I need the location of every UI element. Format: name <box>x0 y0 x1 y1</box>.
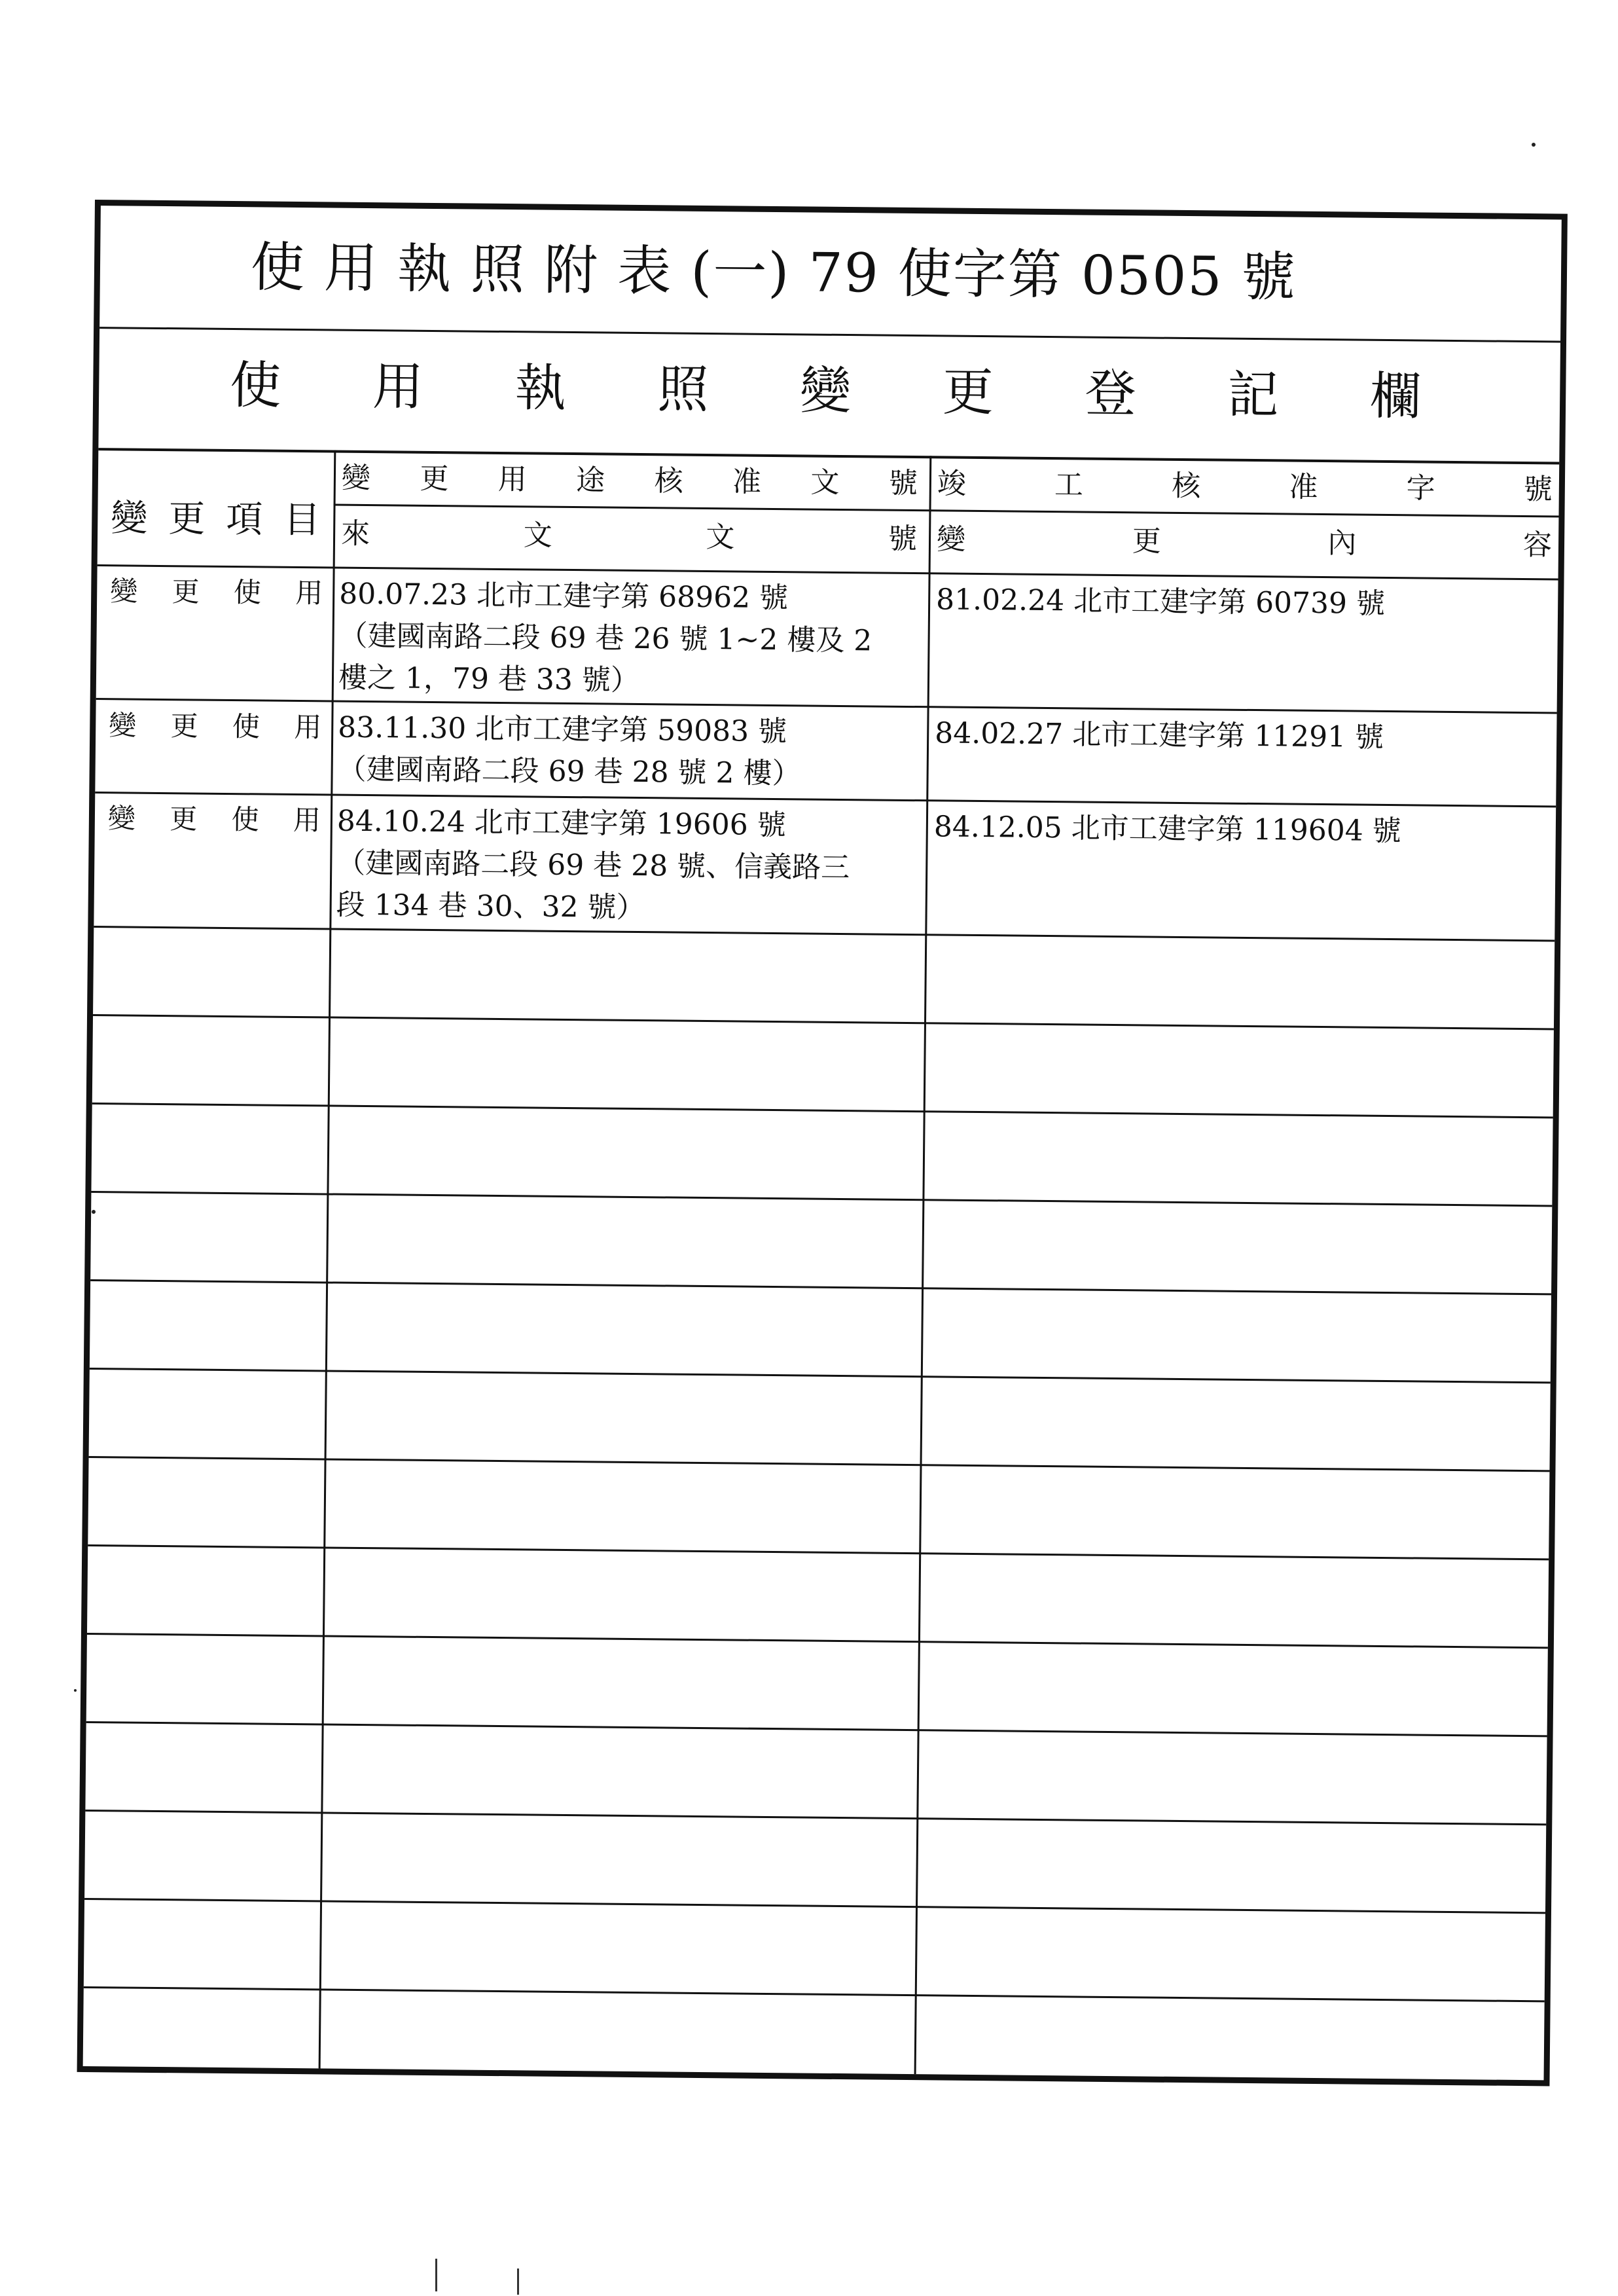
scan-edge-mark <box>435 2259 437 2291</box>
row-1-item-char: 更 <box>171 575 200 608</box>
row-3-item <box>108 803 321 836</box>
rule-empty-6 <box>89 1456 1550 1472</box>
subtitle-char: 登 <box>1085 364 1137 424</box>
header-col2-top-char: 文 <box>810 465 840 500</box>
rule-empty-3 <box>91 1191 1552 1207</box>
row-3-item-char: 使 <box>231 803 259 836</box>
subtitle-char: 更 <box>942 363 994 423</box>
rule-empty-2 <box>92 1102 1553 1118</box>
subtitle-char: 記 <box>1227 365 1279 426</box>
header-col2-top-char: 途 <box>575 464 605 498</box>
row-2-item-char: 變 <box>109 709 137 742</box>
row-1-completion <box>936 579 1385 625</box>
rule-title-bottom <box>99 327 1560 342</box>
row-3-ref-line-3: 段 134 巷 30、32 號） <box>336 888 645 925</box>
rule-subtitle-bottom <box>98 448 1559 464</box>
header-col3-top-char: 工 <box>1054 468 1084 502</box>
scan-speck <box>92 1210 96 1214</box>
row-2-item <box>109 710 321 743</box>
row-2-completion <box>935 712 1384 759</box>
subtitle-char: 執 <box>514 359 567 418</box>
form-subtitle <box>230 356 1422 426</box>
subtitle-char: 用 <box>372 357 424 417</box>
subtitle-char: 欄 <box>1369 367 1422 427</box>
row-1-item-char: 用 <box>295 576 323 610</box>
header-col2-bottom-char: 文 <box>706 520 735 555</box>
header-col2-bottom-char: 號 <box>888 522 918 556</box>
header-item-char: 項 <box>226 498 263 541</box>
rule-col-2 <box>914 456 932 2074</box>
header-col2-bottom-char: 文 <box>523 519 553 553</box>
row-2-item-char: 更 <box>170 710 198 742</box>
form-title: 使 用 執 照 附 表 (一) 79 使字第 0505 號 <box>250 236 1297 309</box>
usage-permit-change-form <box>77 200 1568 2086</box>
header-col2-bottom-char: 來 <box>340 517 370 551</box>
scan-edge-mark <box>517 2269 519 2295</box>
row-3-ref <box>336 801 850 932</box>
row-1-ref-line-3: 樓之 1，79 巷 33 號） <box>338 661 640 698</box>
row-2-ref-line-1: 83.11.30 北市工建字第 59083 號 <box>338 710 787 749</box>
header-col2-top-char: 變 <box>341 461 371 496</box>
header-item-char: 變 <box>111 497 148 540</box>
rule-col-1 <box>319 450 336 2069</box>
header-item-char: 目 <box>283 498 321 542</box>
row-3-ref-line-2: （建國南路二段 69 巷 28 號、信義路三 <box>336 846 850 885</box>
subtitle-char: 使 <box>229 355 281 416</box>
rule-empty-1 <box>93 1014 1554 1030</box>
row-3-completion <box>934 806 1401 852</box>
row-1-item <box>110 575 323 609</box>
header-col3-top-char: 核 <box>1172 469 1201 503</box>
row-3-item-char: 變 <box>107 802 136 835</box>
row-1-item-char: 使 <box>233 576 262 609</box>
header-item-char: 更 <box>168 498 206 541</box>
row-1-ref-line-2: （建國南路二段 69 巷 26 號 1~2 樓及 2 <box>338 619 872 658</box>
header-col2-top-char: 准 <box>732 465 762 499</box>
scan-speck <box>1532 143 1536 147</box>
row-1-completion-text: 81.02.24 北市工建字第 60739 號 <box>935 583 1386 621</box>
header-change-item <box>111 499 321 540</box>
rule-empty-8 <box>87 1633 1548 1649</box>
rule-empty-10 <box>85 1810 1546 1825</box>
header-col2-top-char: 用 <box>497 462 528 497</box>
row-2-item-char: 使 <box>232 710 261 743</box>
row-2-completion-text: 84.02.27 北市工建字第 11291 號 <box>934 716 1384 754</box>
row-2-ref-line-2: （建國南路二段 69 巷 28 號 2 樓） <box>337 752 801 791</box>
row-3-ref-line-1: 84.10.24 北市工建字第 19606 號 <box>336 804 786 843</box>
row-3-completion-text: 84.12.05 北市工建字第 119604 號 <box>933 810 1401 848</box>
header-col3-top-char: 號 <box>1523 472 1553 507</box>
header-col3-bottom-char: 容 <box>1522 528 1553 562</box>
rule-empty-7 <box>88 1544 1549 1560</box>
rule-empty-11 <box>84 1898 1545 1914</box>
rule-empty-4 <box>90 1279 1551 1295</box>
row-2-item-char: 用 <box>294 710 322 744</box>
header-col3-bottom-char: 內 <box>1327 526 1357 560</box>
rule-empty-5 <box>90 1368 1551 1383</box>
header-completion-ref <box>937 465 1553 508</box>
header-incoming-ref <box>341 516 917 558</box>
row-3-item-char: 更 <box>170 803 198 835</box>
row-3-item-char: 用 <box>293 803 321 837</box>
rule-empty-9 <box>86 1721 1547 1737</box>
header-change-content <box>937 521 1552 564</box>
row-2-ref <box>337 707 801 795</box>
scan-speck <box>74 1689 77 1692</box>
header-col2-top-char: 核 <box>654 464 683 498</box>
header-col3-bottom-char: 更 <box>1132 524 1161 558</box>
subtitle-char: 變 <box>799 361 852 422</box>
header-col2-top-char: 更 <box>420 462 449 496</box>
header-col3-top-char: 字 <box>1406 471 1435 505</box>
rule-empty-12 <box>84 1986 1545 2002</box>
header-col2-top-char: 號 <box>888 466 918 501</box>
subtitle-char: 照 <box>657 360 709 420</box>
row-1-item-char: 變 <box>110 575 138 608</box>
header-col3-bottom-char: 變 <box>936 522 966 556</box>
row-1-ref-line-1: 80.07.23 北市工建字第 68962 號 <box>338 577 789 615</box>
header-approval-ref <box>342 460 918 502</box>
row-1-ref <box>338 574 873 704</box>
header-col3-top-char: 准 <box>1289 470 1318 504</box>
header-col3-top-char: 竣 <box>937 467 967 501</box>
